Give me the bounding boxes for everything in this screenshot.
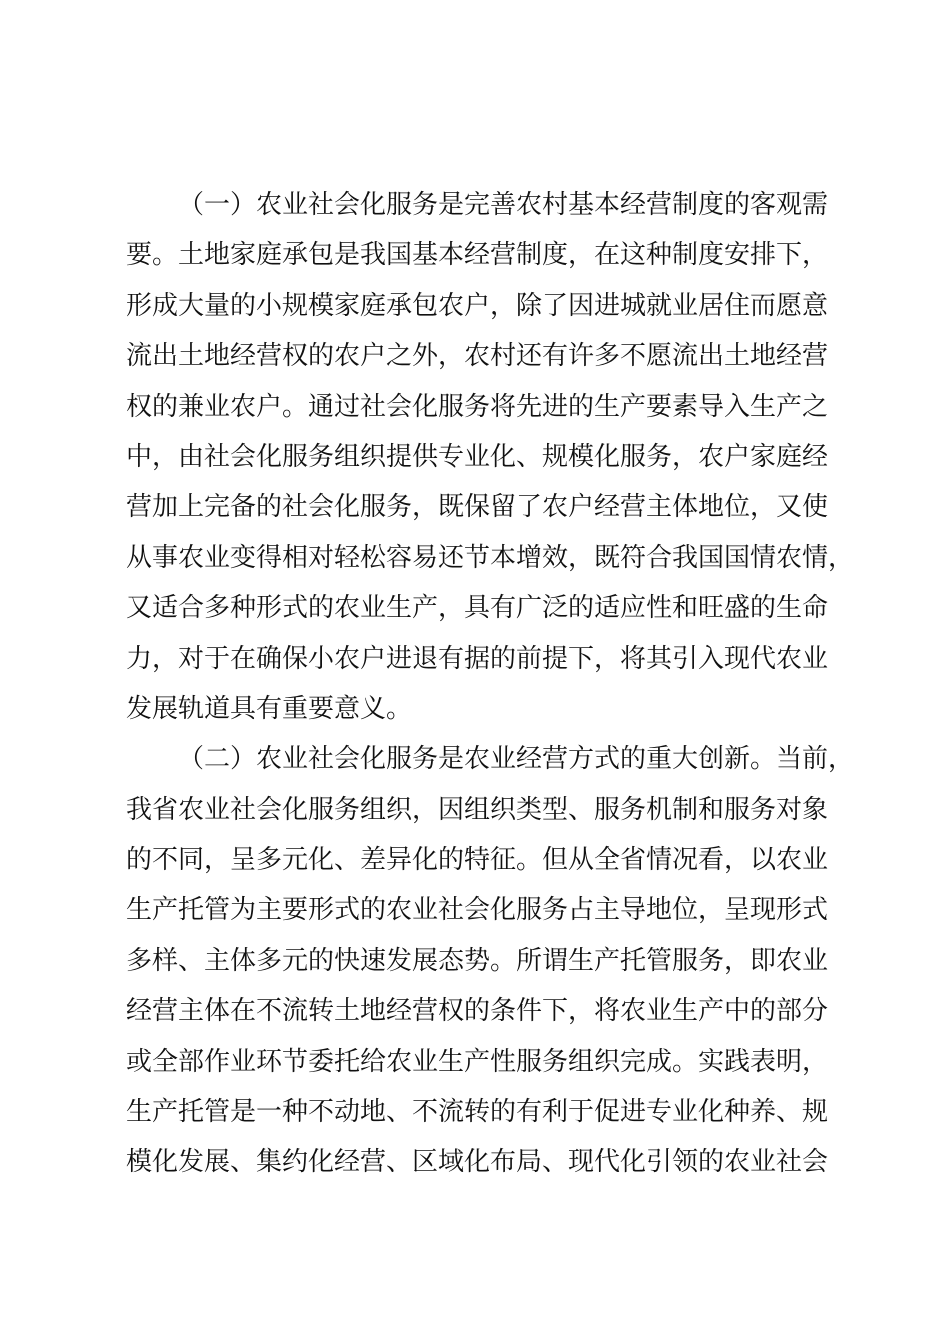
paragraph-1 — [126, 180, 866, 734]
text-line: 中，由社会化服务组织提供专业化、规模化服务，农户家庭经 — [126, 441, 829, 472]
text-line: 从事农业变得相对轻松容易还节本增效，既符合我国国情农情， — [126, 542, 855, 573]
text-line: 流出土地经营权的农户之外，农村还有许多不愿流出土地经营 — [126, 341, 829, 372]
document-body — [126, 180, 866, 1188]
text-line: （一）农业社会化服务是完善农村基本经营制度的客观需 — [178, 190, 829, 220]
text-line: 生产托管为主要形式的农业社会化服务占主导地位，呈现形式 — [126, 895, 829, 926]
text-line: 要。土地家庭承包是我国基本经营制度，在这种制度安排下， — [126, 240, 829, 271]
text-line: 营加上完备的社会化服务，既保留了农户经营主体地位，又使 — [126, 492, 829, 523]
text-line: 又适合多种形式的农业生产，具有广泛的适应性和旺盛的生命 — [126, 593, 829, 624]
text-line: 形成大量的小规模家庭承包农户，除了因进城就业居住而愿意 — [126, 290, 829, 321]
paragraph-2 — [126, 734, 866, 1188]
text-line: 权的兼业农户。通过社会化服务将先进的生产要素导入生产之 — [126, 391, 829, 422]
text-line: 生产托管是一种不动地、不流转的有利于促进专业化种养、规 — [126, 1097, 829, 1128]
text-line: 的不同，呈多元化、差异化的特征。但从全省情况看，以农业 — [126, 845, 829, 876]
text-line: 模化发展、集约化经营、区域化布局、现代化引领的农业社会 — [126, 1147, 829, 1178]
text-line: 我省农业社会化服务组织，因组织类型、服务机制和服务对象 — [126, 794, 829, 825]
text-line: （二）农业社会化服务是农业经营方式的重大创新。当前， — [178, 744, 855, 775]
text-line: 多样、主体多元的快速发展态势。所谓生产托管服务，即农业 — [126, 945, 829, 976]
text-line: 或全部作业环节委托给农业生产性服务组织完成。实践表明， — [126, 1046, 829, 1077]
text-line: 力，对于在确保小农户进退有据的前提下，将其引入现代农业 — [126, 643, 829, 674]
text-line: 发展轨道具有重要意义。 — [126, 693, 413, 724]
text-line: 经营主体在不流转土地经营权的条件下，将农业生产中的部分 — [126, 996, 829, 1027]
